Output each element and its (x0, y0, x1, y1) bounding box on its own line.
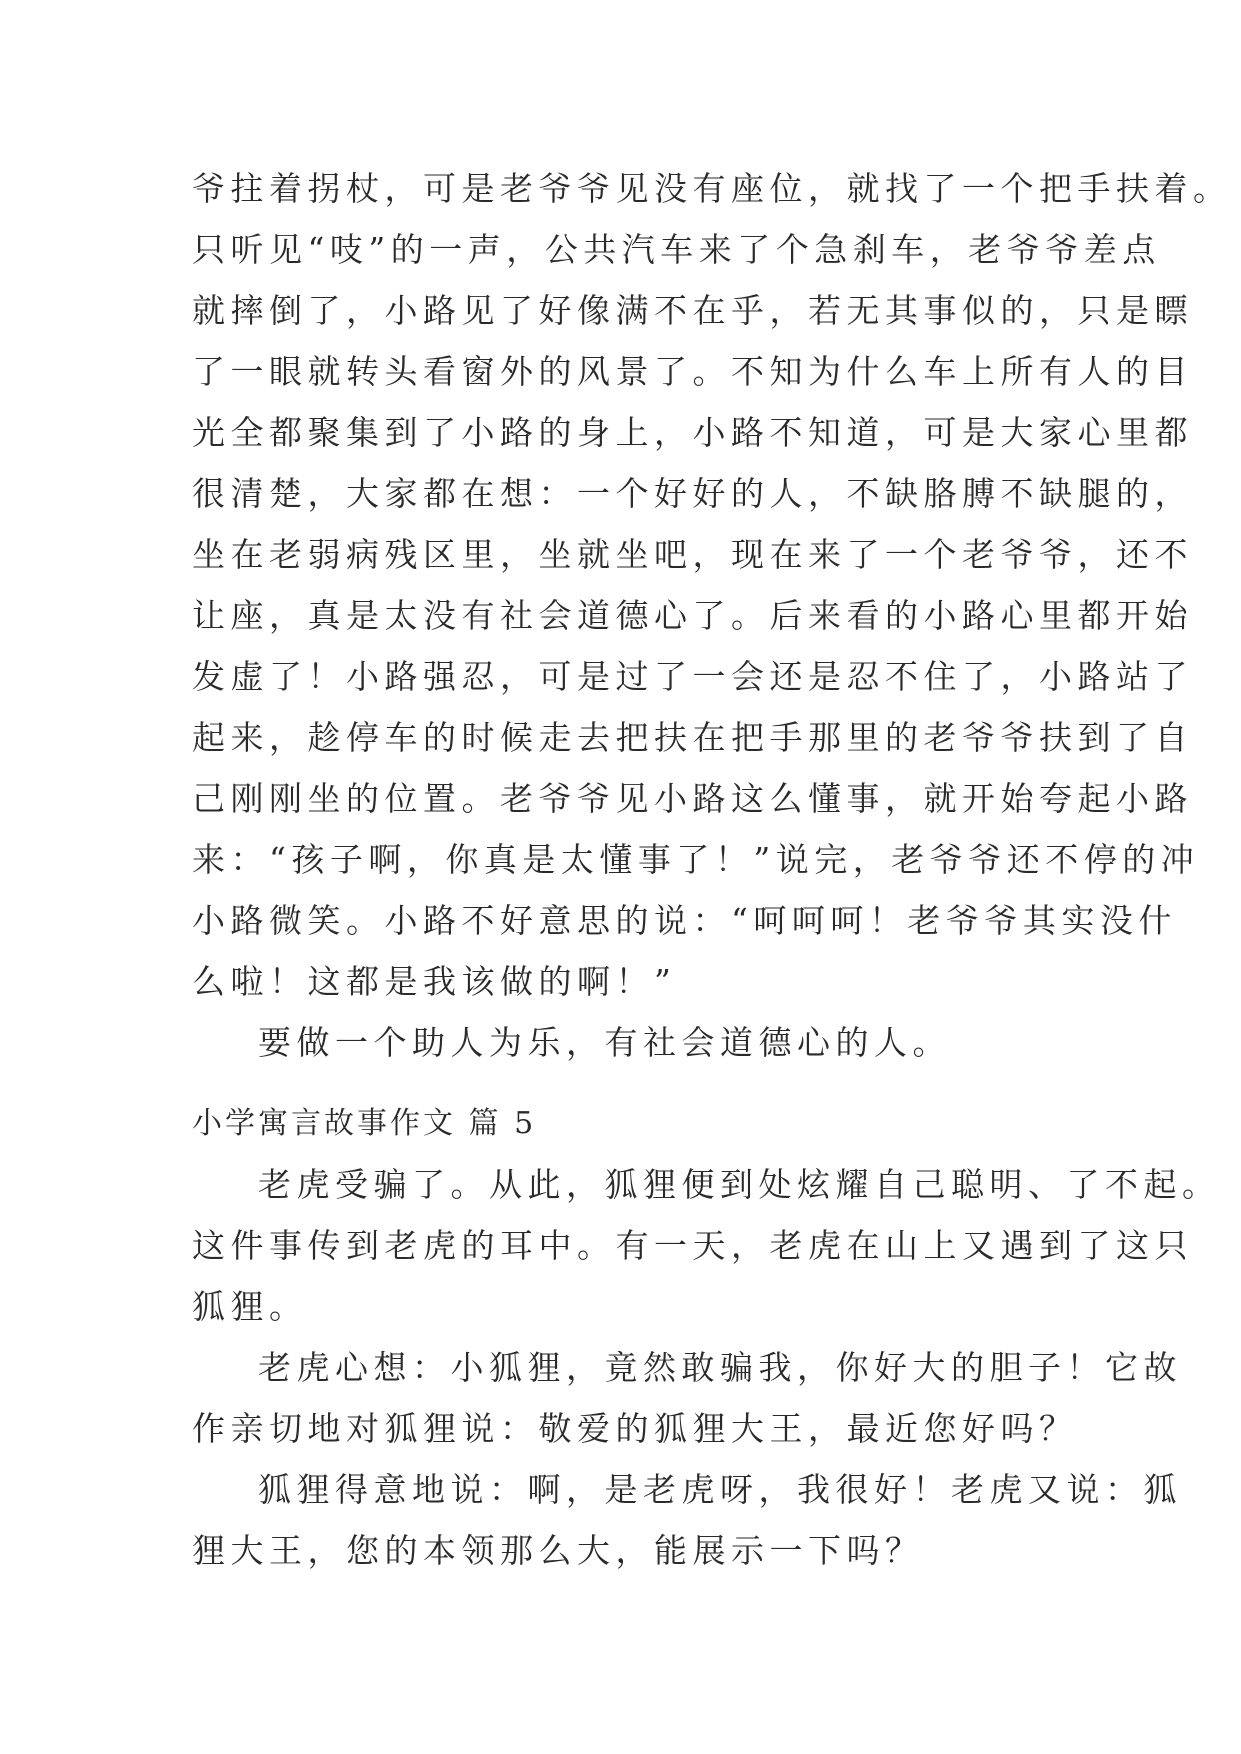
paragraph (192, 1459, 1182, 1581)
paragraph-line: 狐狸得意地说：啊，是老虎呀，我很好！老虎又说：狐 (258, 1470, 1182, 1509)
section-body (192, 1154, 1221, 1581)
story-line: 光全都聚集到了小路的身上，小路不知道，可是大家心里都 (192, 413, 1193, 452)
continued-story (192, 158, 1232, 1073)
story-line: 只听见“吱”的一声，公共汽车来了个急刹车，老爷爷差点 (192, 230, 1161, 269)
story-line: 发虚了！小路强忍，可是过了一会还是忍不住了，小路站了 (192, 657, 1193, 696)
paragraph-line: 狸大王，您的本领那么大，能展示一下吗？ (192, 1531, 924, 1570)
paragraph-line: 这件事传到老虎的耳中。有一天，老虎在山上又遇到了这只 (192, 1226, 1193, 1265)
story-line: 来：“孩子啊，你真是太懂事了！”说完，老爷爷还不停的冲 (192, 840, 1200, 879)
story-line: 坐在老弱病残区里，坐就坐吧，现在来了一个老爷爷，还不 (192, 535, 1193, 574)
story-line: 就摔倒了，小路见了好像满不在乎，若无其事似的，只是瞟 (192, 291, 1193, 330)
story-line: 起来，趁停车的时候走去把扶在把手那里的老爷爷扶到了自 (192, 718, 1193, 757)
paragraph-line: 老虎受骗了。从此，狐狸便到处炫耀自己聪明、了不起。 (258, 1165, 1221, 1204)
paragraph-line: 老虎心想：小狐狸，竟然敢骗我，你好大的胆子！它故 (258, 1348, 1182, 1387)
story-line: 么啦！这都是我该做的啊！” (192, 962, 677, 1001)
story-line: 很清楚，大家都在想：一个好好的人，不缺胳膊不缺腿的， (192, 474, 1193, 513)
paragraph-line: 作亲切地对狐狸说：敬爱的狐狸大王，最近您好吗？ (192, 1409, 1078, 1448)
story-line: 己刚刚坐的位置。老爷爷见小路这么懂事，就开始夸起小路 (192, 779, 1193, 818)
story-conclusion: 要做一个助人为乐，有社会道德心的人。 (258, 1023, 951, 1062)
story-line: 小路微笑。小路不好意思的说：“呵呵呵！老爷爷其实没什 (192, 901, 1177, 940)
paragraph-line: 狐狸。 (192, 1287, 308, 1326)
story-line: 了一眼就转头看窗外的风景了。不知为什么车上所有人的目 (192, 352, 1193, 391)
paragraph (192, 1337, 1182, 1459)
story-line: 让座，真是太没有社会道德心了。后来看的小路心里都开始 (192, 596, 1193, 635)
story-line: 爷拄着拐杖，可是老爷爷见没有座位，就找了一个把手扶着。 (192, 169, 1232, 208)
paragraph (192, 1154, 1221, 1337)
section-heading: 小学寓言故事作文 篇 5 (192, 1106, 537, 1141)
